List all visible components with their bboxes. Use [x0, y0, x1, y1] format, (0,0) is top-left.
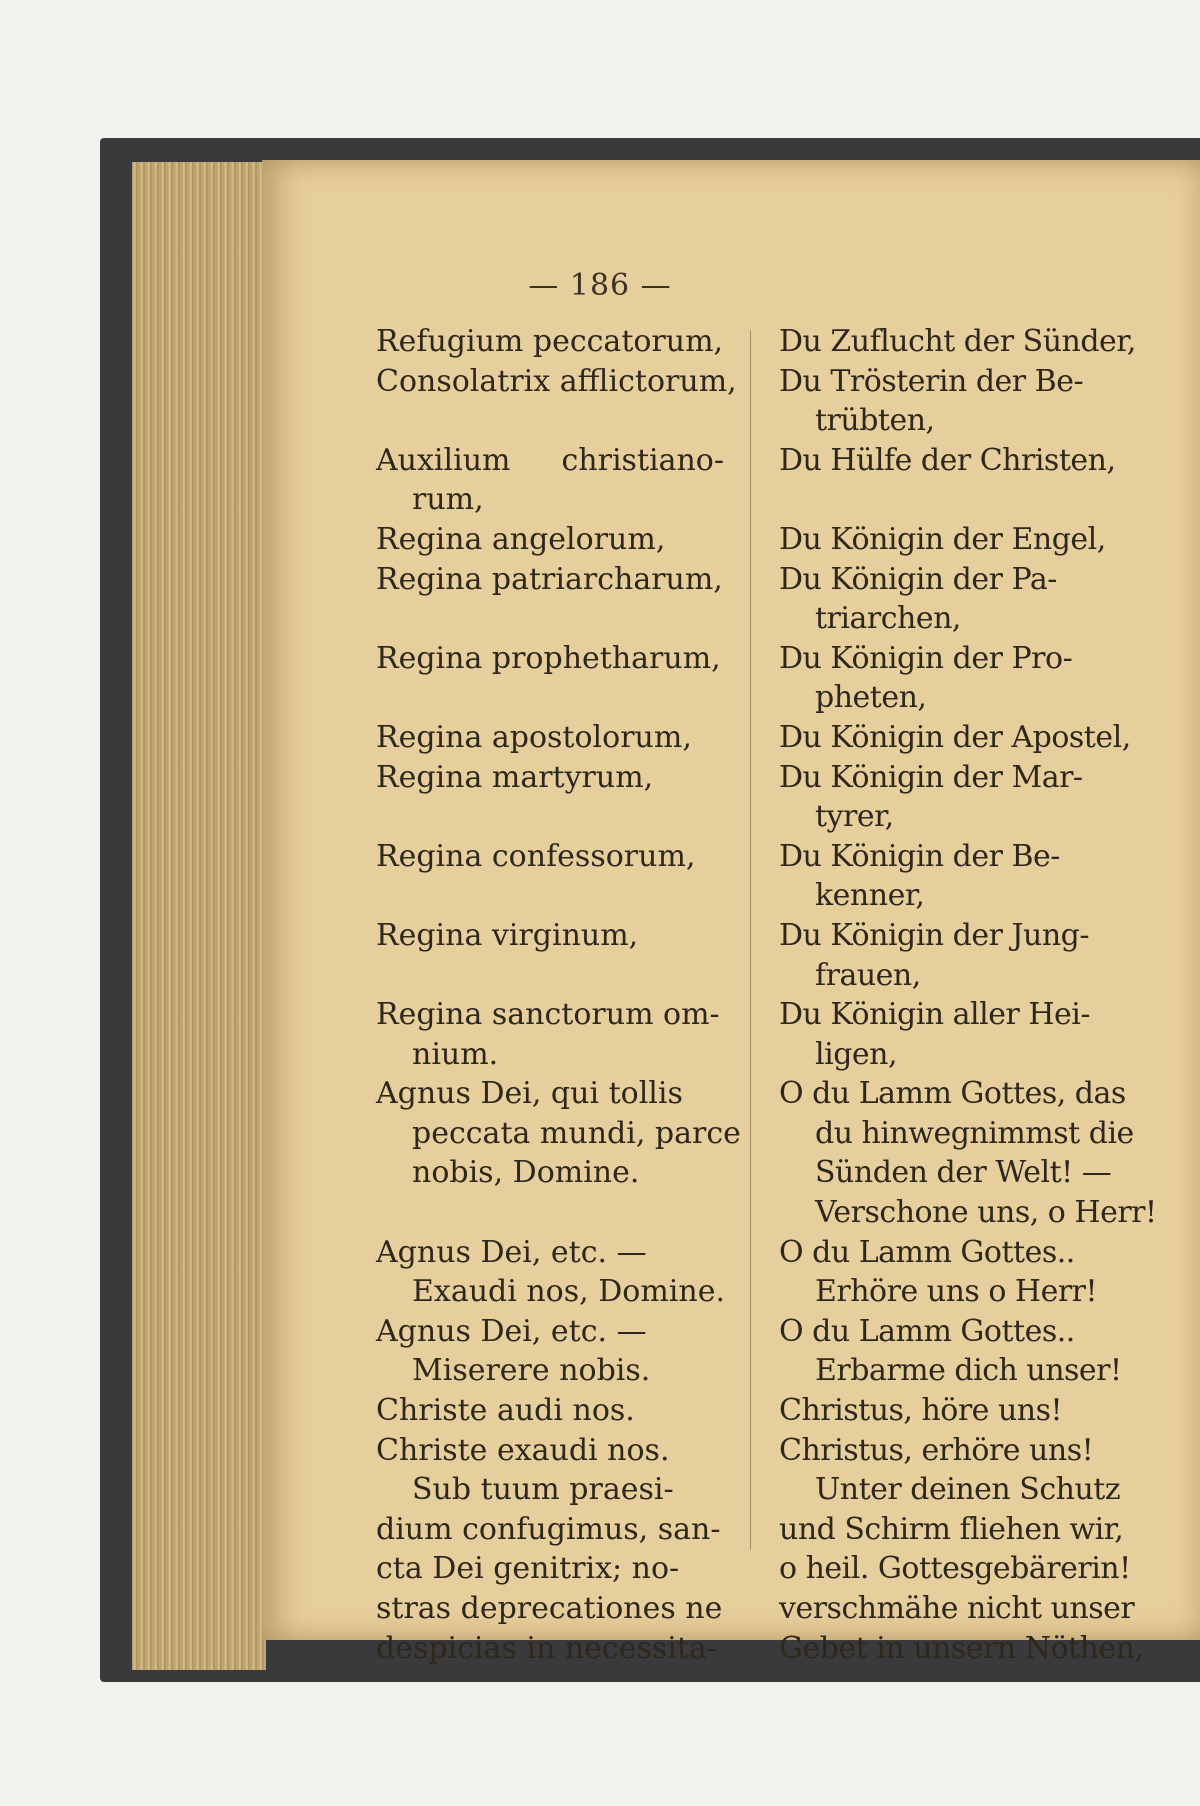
latin-line	[376, 599, 724, 639]
german-line: Sünden der Welt! —	[815, 1155, 1112, 1191]
latin-column	[376, 322, 741, 1668]
latin-line	[376, 441, 724, 481]
german-line: Unter deinen Schutz	[815, 1472, 1121, 1508]
german-line: tyrer,	[815, 799, 894, 835]
latin-line: rum,	[412, 482, 484, 518]
latin-line	[376, 797, 724, 837]
latin-line: Christe exaudi nos.	[376, 1432, 670, 1468]
german-line: Christus, höre uns!	[779, 1393, 1063, 1429]
latin-line: Regina virginum,	[376, 917, 639, 953]
german-line: Du Königin aller Hei-	[779, 997, 1091, 1033]
german-line: Erhöre uns o Herr!	[815, 1274, 1098, 1310]
german-line: O du Lamm Gottes..	[779, 1234, 1075, 1270]
german-line: pheten,	[815, 680, 927, 716]
latin-line: Exaudi nos, Domine.	[412, 1274, 725, 1310]
latin-line: Agnus Dei, etc. —	[376, 1313, 647, 1349]
german-line: Du Königin der Pro-	[779, 640, 1073, 676]
latin-line: nium.	[412, 1036, 499, 1072]
german-line: Du Königin der Be-	[779, 838, 1060, 874]
german-line: O du Lamm Gottes, das	[779, 1076, 1126, 1112]
latin-line: stras deprecationes ne	[376, 1591, 723, 1626]
latin-line-part: Auxilium	[376, 442, 511, 478]
german-line: und Schirm fliehen wir,	[779, 1511, 1124, 1547]
german-line: Du Zuflucht der Sünder,	[779, 324, 1136, 359]
latin-line: Regina confessorum,	[376, 838, 696, 874]
latin-line: Regina angelorum,	[376, 521, 666, 557]
german-line: Gebet in unsern Nöthen,	[779, 1630, 1144, 1666]
latin-line: Regina martyrum,	[376, 759, 654, 795]
german-line: kenner,	[815, 878, 925, 914]
german-line: Du Trösterin der Be-	[779, 363, 1084, 399]
latin-line-part: christiano-	[561, 442, 724, 478]
german-line	[779, 480, 1135, 520]
latin-line: Miserere nobis.	[412, 1353, 651, 1389]
german-line: Erbarme dich unser!	[815, 1353, 1122, 1389]
latin-line: Regina prophetharum,	[376, 640, 721, 676]
german-line: Du Königin der Apostel,	[779, 719, 1131, 755]
german-line: Du Königin der Jung-	[779, 917, 1089, 953]
german-line: ligen,	[815, 1036, 898, 1072]
german-column	[779, 322, 1157, 1668]
latin-line	[376, 401, 724, 441]
german-line: verschmähe nicht unser	[779, 1591, 1135, 1626]
latin-line: Regina patriarcharum,	[376, 561, 723, 597]
latin-line: Consolatrix afflictorum,	[376, 363, 737, 399]
german-line: O du Lamm Gottes..	[779, 1313, 1075, 1349]
latin-line: Sub tuum praesi-	[412, 1472, 674, 1508]
german-line: o heil. Gottesgebärerin!	[779, 1551, 1131, 1587]
german-line: Christus, erhöre uns!	[779, 1432, 1094, 1468]
german-line: triarchen,	[815, 601, 961, 637]
latin-line	[376, 956, 724, 996]
latin-line: nobis, Domine.	[412, 1155, 640, 1191]
latin-line: Regina apostolorum,	[376, 719, 692, 755]
german-line: Du Königin der Mar-	[779, 759, 1083, 795]
latin-line: Agnus Dei, etc. —	[376, 1234, 647, 1270]
latin-line	[376, 876, 724, 916]
column-divider	[750, 330, 751, 1550]
latin-line: cta Dei genitrix; no-	[376, 1551, 680, 1587]
latin-line: Refugium peccatorum,	[376, 324, 724, 359]
latin-line	[376, 678, 724, 718]
latin-line: dium confugimus, san-	[376, 1511, 721, 1547]
latin-line: Christe audi nos.	[376, 1393, 635, 1429]
german-line: trübten,	[815, 403, 935, 439]
german-line: Du Königin der Pa-	[779, 561, 1057, 597]
latin-line: despicias in necessita-	[376, 1630, 717, 1666]
latin-line: Regina sanctorum om-	[376, 997, 720, 1033]
page-number: — 186 —	[528, 268, 672, 303]
german-line: frauen,	[815, 957, 921, 993]
german-line: du hinwegnimmst die	[815, 1115, 1134, 1151]
latin-line	[376, 1193, 724, 1233]
latin-line: Agnus Dei, qui tollis	[376, 1076, 683, 1112]
german-line: Verschone uns, o Herr!	[815, 1195, 1157, 1231]
latin-line: peccata mundi, parce	[412, 1115, 741, 1151]
german-line: Du Hülfe der Christen,	[779, 442, 1116, 478]
page-edges	[132, 162, 266, 1670]
german-line: Du Königin der Engel,	[779, 521, 1106, 557]
